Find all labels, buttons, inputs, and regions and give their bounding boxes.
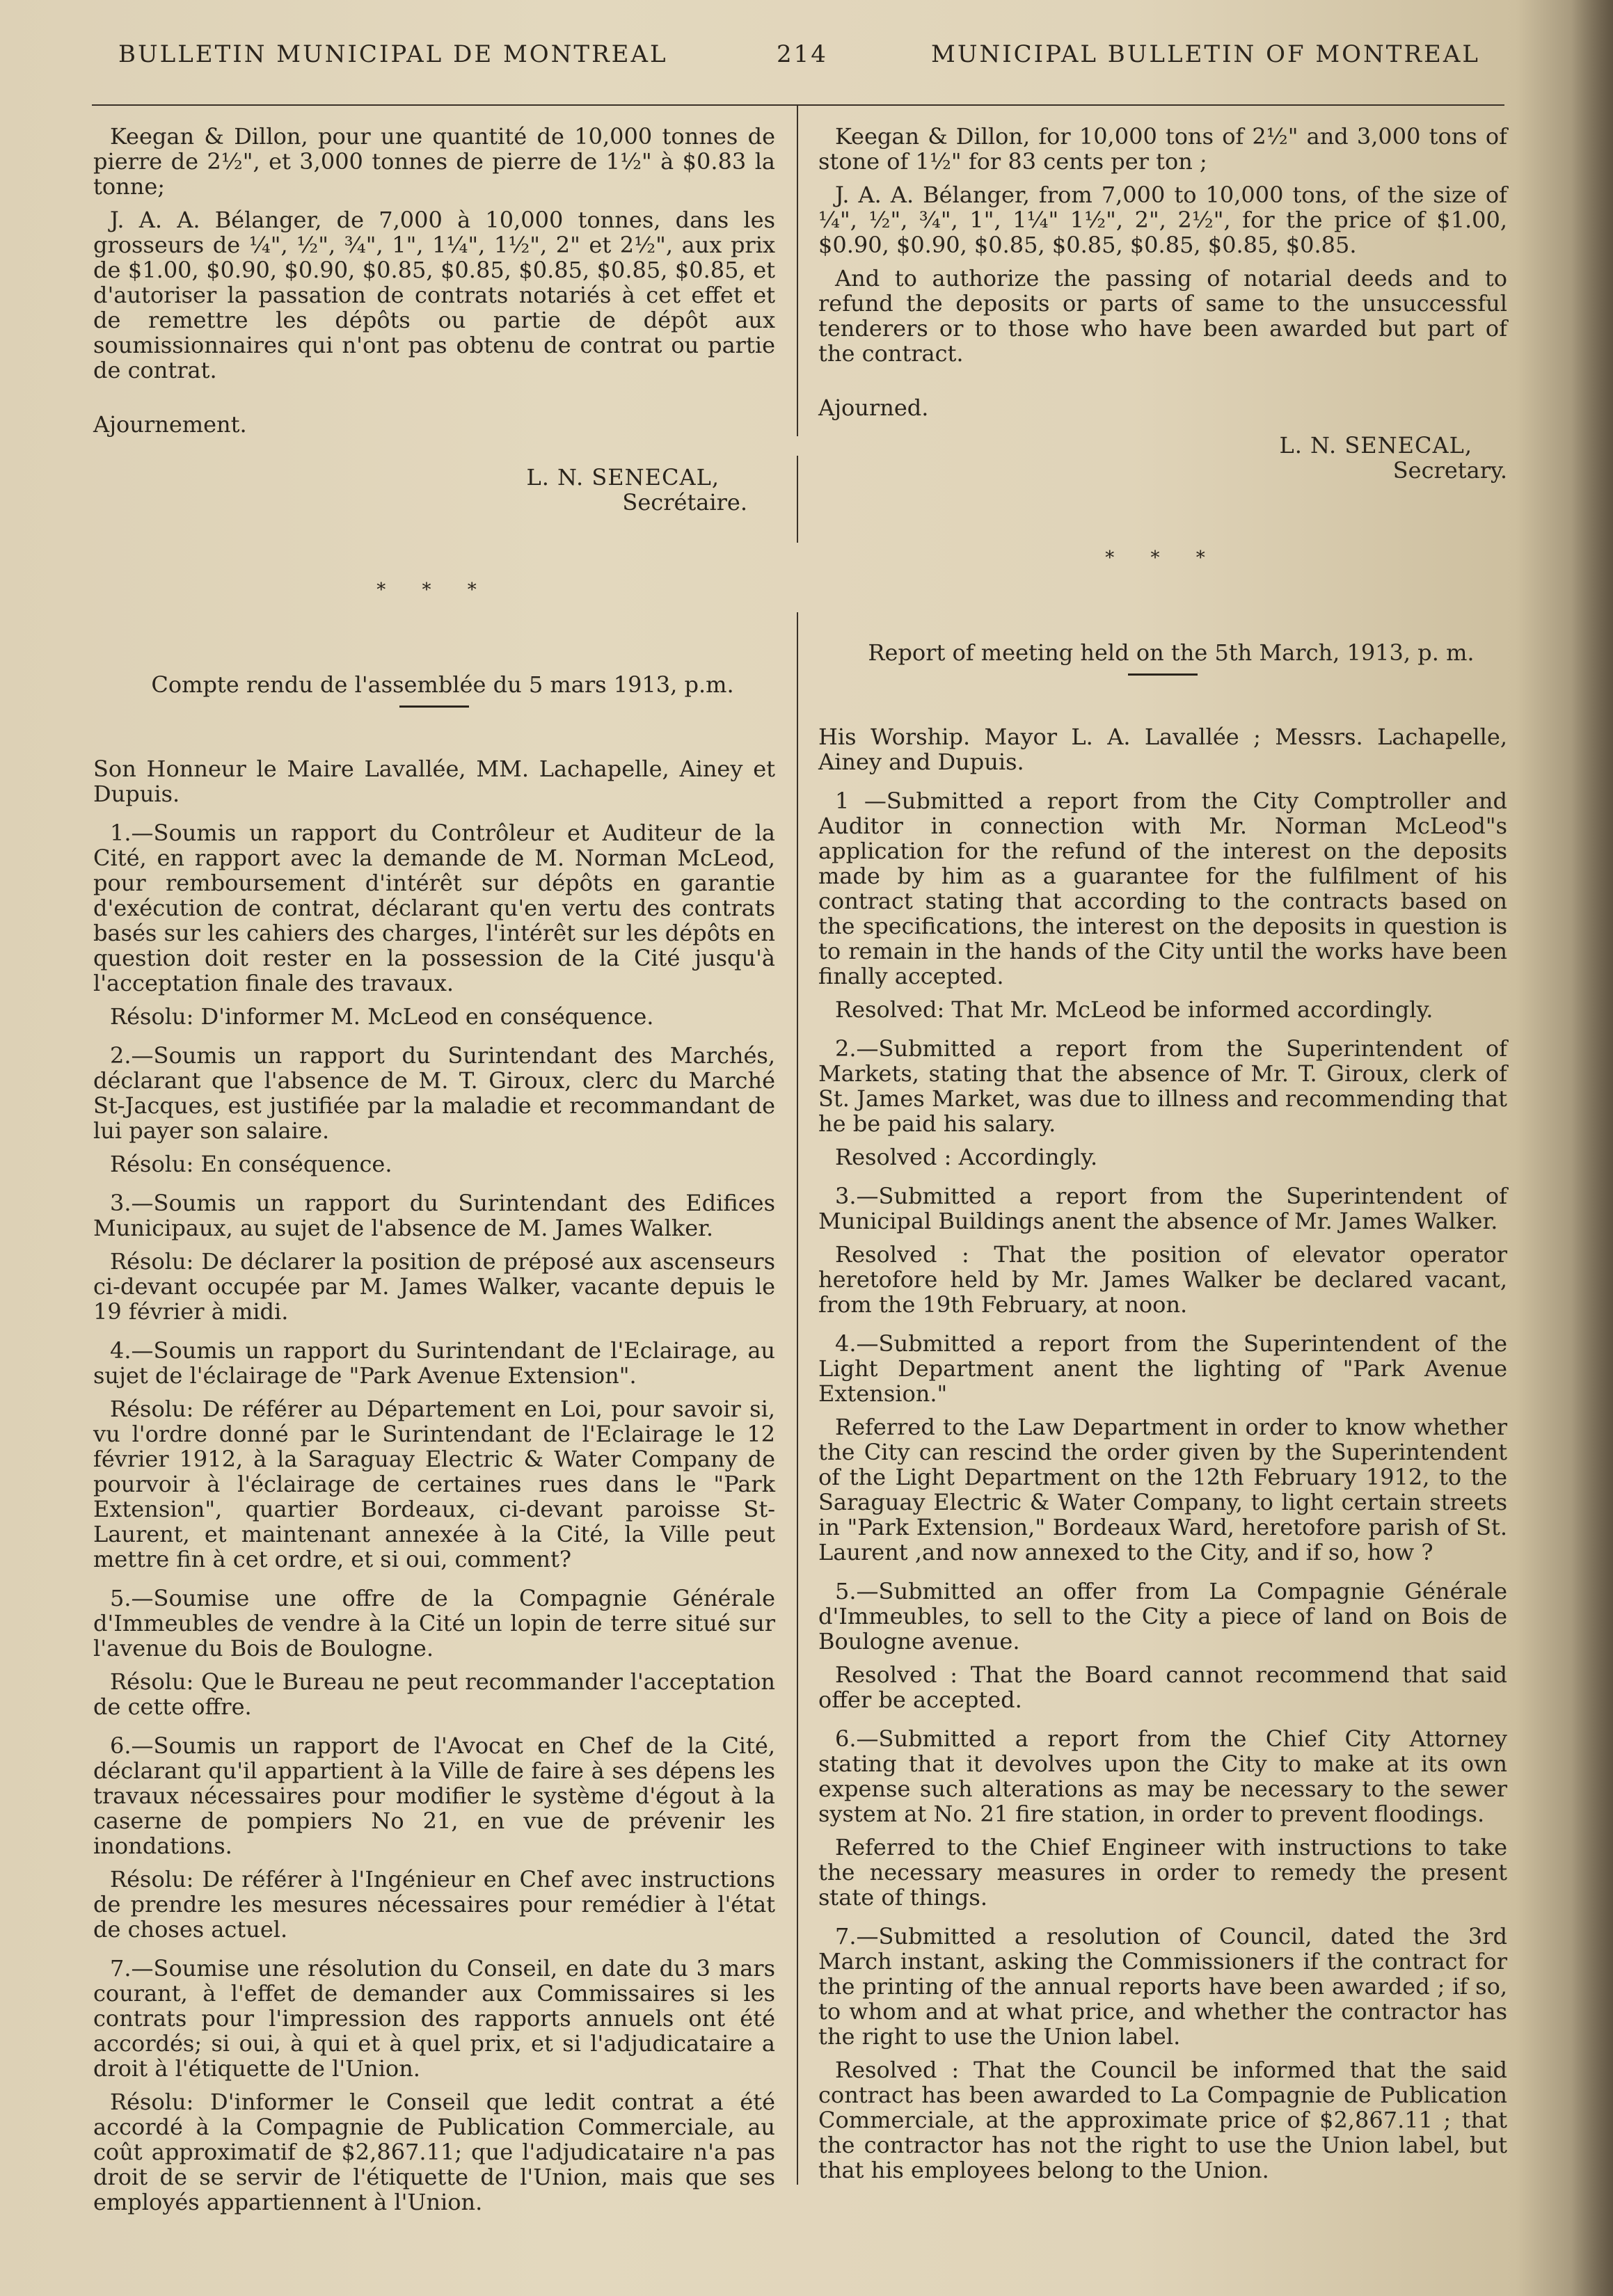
- page-number: 214: [777, 40, 828, 68]
- header-title-english: MUNICIPAL BULLETIN OF MONTREAL: [931, 40, 1481, 68]
- signature-title: Secretary.: [1392, 457, 1507, 484]
- column-divider-top: [797, 106, 798, 436]
- signature-block: [93, 465, 747, 515]
- signature-title: Secrétaire.: [622, 489, 747, 516]
- resolution: Resolved : That the position of elevator operator heretofore held by Mr. James Walker be declared vacant, from the 19th February, at noon.: [818, 1241, 1507, 1318]
- resolution: Resolved : That the Council be informed that the said contract has been awarded to La Compagnie de Publication Commerciale, at the approximate price of $2,867.11 ; that the contractor has not the right to use the Union label, but that his employees belong to the Union.: [818, 2057, 1507, 2183]
- resolution: Résolu: Que le Bureau ne peut recommander l'acceptation de cette offre.: [93, 1668, 775, 1720]
- page-edge-shadow: [1571, 0, 1613, 2296]
- signature-name: L. N. SENECAL,: [1279, 432, 1472, 459]
- agenda-item: 4.—Submitted a report from the Superintendent of the Light Department anent the lighting of "Park Avenue Extension.": [818, 1330, 1507, 1407]
- resolution: Résolu: D'informer M. McLeod en conséquence.: [110, 1003, 654, 1030]
- resolution: Résolu: De référer au Département en Loi, pour savoir si, vu l'ordre donné par le Surintendant de l'Eclairage le 12 février 1912, à la Saraguay Electric & Water Company de pourvoir à l'éclairage de certaines rues dans le "Park Extension", quartier Bordeaux, ci-devant paroisse St-Laurent, et maintenant annexée à la Cité, la Ville peut mettre fin à cet ordre, et si oui, comment?: [93, 1396, 775, 1572]
- column-divider-bottom: [797, 612, 798, 2185]
- resolution: Referred to the Chief Engineer with instructions to take the necessary measures in order to remedy the present state of things.: [818, 1834, 1507, 1911]
- intro-paragraph: J. A. A. Bélanger, from 7,000 to 10,000 tons, of the size of ¼", ½", ¾", 1", 1¼" 1½", 2", 2½", for the price of $1.00, $0.90, $0.90, $0.85, $0.85, $0.85, $0.85, $0.85.: [818, 182, 1507, 258]
- agenda-item: 6.—Submitted a report from the Chief City Attorney stating that it devolves upon the City to make at its own expense such alterations as may be necessary to the sewer system at No. 21 fire station, in order to prevent floodings.: [818, 1725, 1507, 1827]
- agenda-item: 3.—Soumis un rapport du Surintendant des Edifices Municipaux, au sujet de l'absence de M. James Walker.: [93, 1190, 775, 1241]
- resolution: Resolved : That the Board cannot recommend that said offer be accepted.: [818, 1661, 1507, 1713]
- agenda-item: 1 —Submitted a report from the City Comptroller and Auditor in connection with Mr. Norman McLeod"s application for the refund of the interest on the deposits made by him as a guarantee for the fulfilment of his contract stating that according to the contracts based on the specifications, the interest on the deposits in question is to remain in the hands of the City until the works have been finally accepted.: [818, 788, 1507, 989]
- agenda-item: 1.—Soumis un rapport du Contrôleur et Auditeur de la Cité, en rapport avec la demande de M. Norman McLeod, pour remboursement d'intérêt sur dépôts en garantie d'exécution de contrat, déclarant qu'en vertu des contrats basés sur les cahiers des charges, l'intérêt sur les dépôts en question doit rester en la possession de la Cité jusqu'à l'acceptation finale des travaux.: [93, 820, 775, 996]
- intro-paragraph: Keegan & Dillon, for 10,000 tons of 2½" and 3,000 tons of stone of 1½" for 83 cents per ton ;: [818, 123, 1507, 175]
- attendance: His Worship. Mayor L. A. Lavallée ; Messrs. Lachapelle, Ainey and Dupuis.: [818, 724, 1507, 775]
- title-rule: [1128, 673, 1198, 676]
- report-title: Compte rendu de l'assemblée du 5 mars 1913, p.m.: [151, 671, 734, 698]
- section-separator-stars: * * *: [1105, 548, 1221, 568]
- section-separator-stars: * * *: [376, 580, 492, 600]
- resolution: Résolu: En conséquence.: [110, 1151, 392, 1177]
- agenda-item: 7.—Soumise une résolution du Conseil, en date du 3 mars courant, à l'effet de demander aux Commissaires si les contrats pour l'impression des rapports annuels ont été accordés; si oui, à qui et à quel prix, et si l'adjudicataire a droit à l'étiquette de l'Union.: [93, 1955, 775, 2082]
- resolution: Résolu: De déclarer la position de préposé aux ascenseurs ci-devant occupée par M. James Walker, vacante depuis le 19 février à midi.: [93, 1248, 775, 1325]
- attendance: Son Honneur le Maire Lavallée, MM. Lachapelle, Ainey et Dupuis.: [93, 756, 775, 807]
- resolution: Referred to the Law Department in order to know whether the City can rescind the order given by the Superintendent of the Light Department on the 12th February 1912, to the Saraguay Electric & Water Company, to light certain streets in "Park Extension," Bordeaux Ward, heretofore parish of St. Laurent ,and now annexed to the City, and if so, how ?: [818, 1414, 1507, 1565]
- signature-block: [818, 433, 1507, 483]
- header-title-french: BULLETIN MUNICIPAL DE MONTREAL: [118, 40, 668, 68]
- column-divider-middle: [797, 456, 798, 543]
- report-title: Report of meeting held on the 5th March, 1913, p. m.: [868, 639, 1475, 666]
- agenda-item: 2.—Submitted a report from the Superintendent of Markets, stating that the absence of Mr. T. Giroux, clerk of St. James Market, was due to illness and recommending that he be paid his salary.: [818, 1035, 1507, 1137]
- signature-name: L. N. SENECAL,: [526, 464, 720, 491]
- page-header: [0, 40, 1552, 82]
- french-column: [93, 124, 775, 2222]
- intro-paragraph: J. A. A. Bélanger, de 7,000 à 10,000 tonnes, dans les grosseurs de ¼", ½", ¾", 1", 1¼", 1½", 2" et 2½", aux prix de $1.00, $0.90, $0.90, $0.85, $0.85, $0.85, $0.85, $0.85, et d'autoriser la passation de contrats notariés à cet effet et de remettre les dépôts ou partie de dépôt aux soumissionnaires qui n'ont pas obtenu de contrat ou partie de contrat.: [93, 207, 775, 383]
- resolution: Résolu: D'informer le Conseil que ledit contrat a été accordé à la Compagnie de Publication Commerciale, au coût approximatif de $2,867.11; que l'adjudicataire n'a pas droit de se servir de l'étiquette de l'Union, mais que ses employés appartiennent à l'Union.: [93, 2089, 775, 2215]
- title-rule: [399, 705, 469, 708]
- resolution: Resolved : Accordingly.: [835, 1144, 1098, 1170]
- resolution: Resolved: That Mr. McLeod be informed accordingly.: [835, 996, 1433, 1023]
- header-rule: [92, 104, 1504, 106]
- adjournment: Ajournement.: [93, 411, 247, 438]
- agenda-item: 5.—Soumise une offre de la Compagnie Générale d'Immeubles de vendre à la Cité un lopin de terre situé sur l'avenue du Bois de Boulogne.: [93, 1585, 775, 1661]
- intro-paragraph: And to authorize the passing of notarial deeds and to refund the deposits or parts of same to the unsuccessful tenderers or to those who have been awarded but part of the contract.: [818, 265, 1507, 367]
- agenda-item: 3.—Submitted a report from the Superintendent of Municipal Buildings anent the absence of Mr. James Walker.: [818, 1183, 1507, 1234]
- resolution: Résolu: De référer à l'Ingénieur en Chef avec instructions de prendre les mesures nécessaires pour remédier à l'état de choses actuel.: [93, 1866, 775, 1943]
- intro-paragraph: Keegan & Dillon, pour une quantité de 10,000 tonnes de pierre de 2½", et 3,000 tonnes de pierre de 1½" à $0.83 la tonne;: [93, 123, 775, 200]
- adjournment: Ajourned.: [818, 394, 929, 421]
- agenda-item: 6.—Soumis un rapport de l'Avocat en Chef de la Cité, déclarant qu'il appartient à la Ville de faire à ses dépens les travaux nécessaires pour modifier le système d'égout à la caserne de pompiers No 21, en vue de prévenir les inondations.: [93, 1732, 775, 1859]
- agenda-item: 2.—Soumis un rapport du Surintendant des Marchés, déclarant que l'absence de M. T. Giroux, clerc du Marché St-Jacques, est justifiée par la maladie et recommandant de lui payer son salaire.: [93, 1042, 775, 1144]
- agenda-item: 7.—Submitted a resolution of Council, dated the 3rd March instant, asking the Commissioners if the contract for the printing of the annual reports have been awarded ; if so, to whom and at what price, and whether the contractor has the right to use the Union label.: [818, 1923, 1507, 2050]
- english-column: [818, 124, 1507, 2190]
- agenda-item: 4.—Soumis un rapport du Surintendant de l'Eclairage, au sujet de l'éclairage de "Park Avenue Extension".: [93, 1337, 775, 1389]
- agenda-item: 5.—Submitted an offer from La Compagnie Générale d'Immeubles, to sell to the City a piece of land on Bois de Boulogne avenue.: [818, 1578, 1507, 1655]
